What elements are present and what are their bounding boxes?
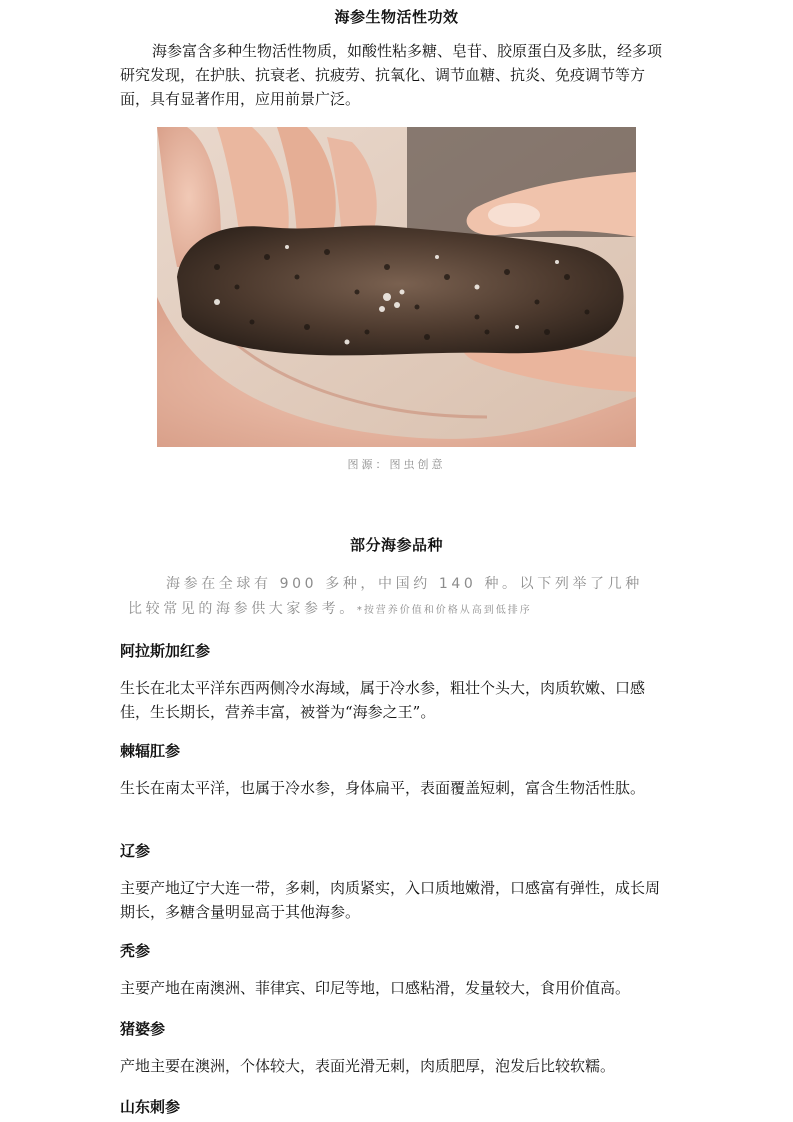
intro-line-1: 海参在全球有 900 多种，中国约 140 种。以下列举了几种 [166, 576, 643, 592]
section-title-varieties: 部分海参品种 [349, 536, 443, 554]
bioactivity-paragraph: 海参富含多种生物活性物质，如酸性粘多糖、皂苷、胶原蛋白及多肽，经多项研究发现，在护肤、抗衰老、抗疲劳、抗氧化、调节血糖、抗炎、免疫调节等方面，具有显著作用，应用前景广泛。 [120, 42, 663, 108]
species-name: 辽参 [120, 842, 151, 860]
species-description: 主要产地在南澳洲、菲律宾、印尼等地，口感粘滑，发量较大，食用价值高。 [120, 979, 631, 997]
species-description: 生长在北太平洋东西两侧冷水海域，属于冷水参，粗壮个头大，肉质软嫩、口感佳，生长期长，营养丰富，被誉为“海参之王”。 [120, 679, 646, 721]
intro-line-2: 比较常见的海参供大家参考。 [128, 601, 357, 617]
species-name: 阿拉斯加红参 [120, 642, 211, 660]
section-title-bioactivity: 海参生物活性功效 [334, 8, 459, 26]
species-name: 秃参 [120, 942, 151, 960]
species-name: 猪婆参 [120, 1020, 166, 1038]
species-description: 主要产地辽宁大连一带，多刺，肉质紧实，入口质地嫩滑，口感富有弹性，成长周期长，多糖含量明显高于其他海参。 [120, 879, 661, 921]
species-description: 生长在南太平洋，也属于冷水参，身体扁平，表面覆盖短刺，富含生物活性肽。 [120, 779, 646, 797]
species-name: 棘辐肛参 [120, 742, 181, 760]
sea-cucumber-photo [157, 127, 636, 447]
varieties-intro [128, 572, 668, 623]
species-name: 山东刺参 [120, 1098, 181, 1116]
species-description: 产地主要在澳洲，个体较大，表面光滑无刺，肉质肥厚，泡发后比较软糯。 [120, 1057, 616, 1075]
intro-note: *按营养价值和价格从高到低排序 [356, 605, 532, 616]
image-caption: 图源：图虫创意 [347, 458, 446, 471]
